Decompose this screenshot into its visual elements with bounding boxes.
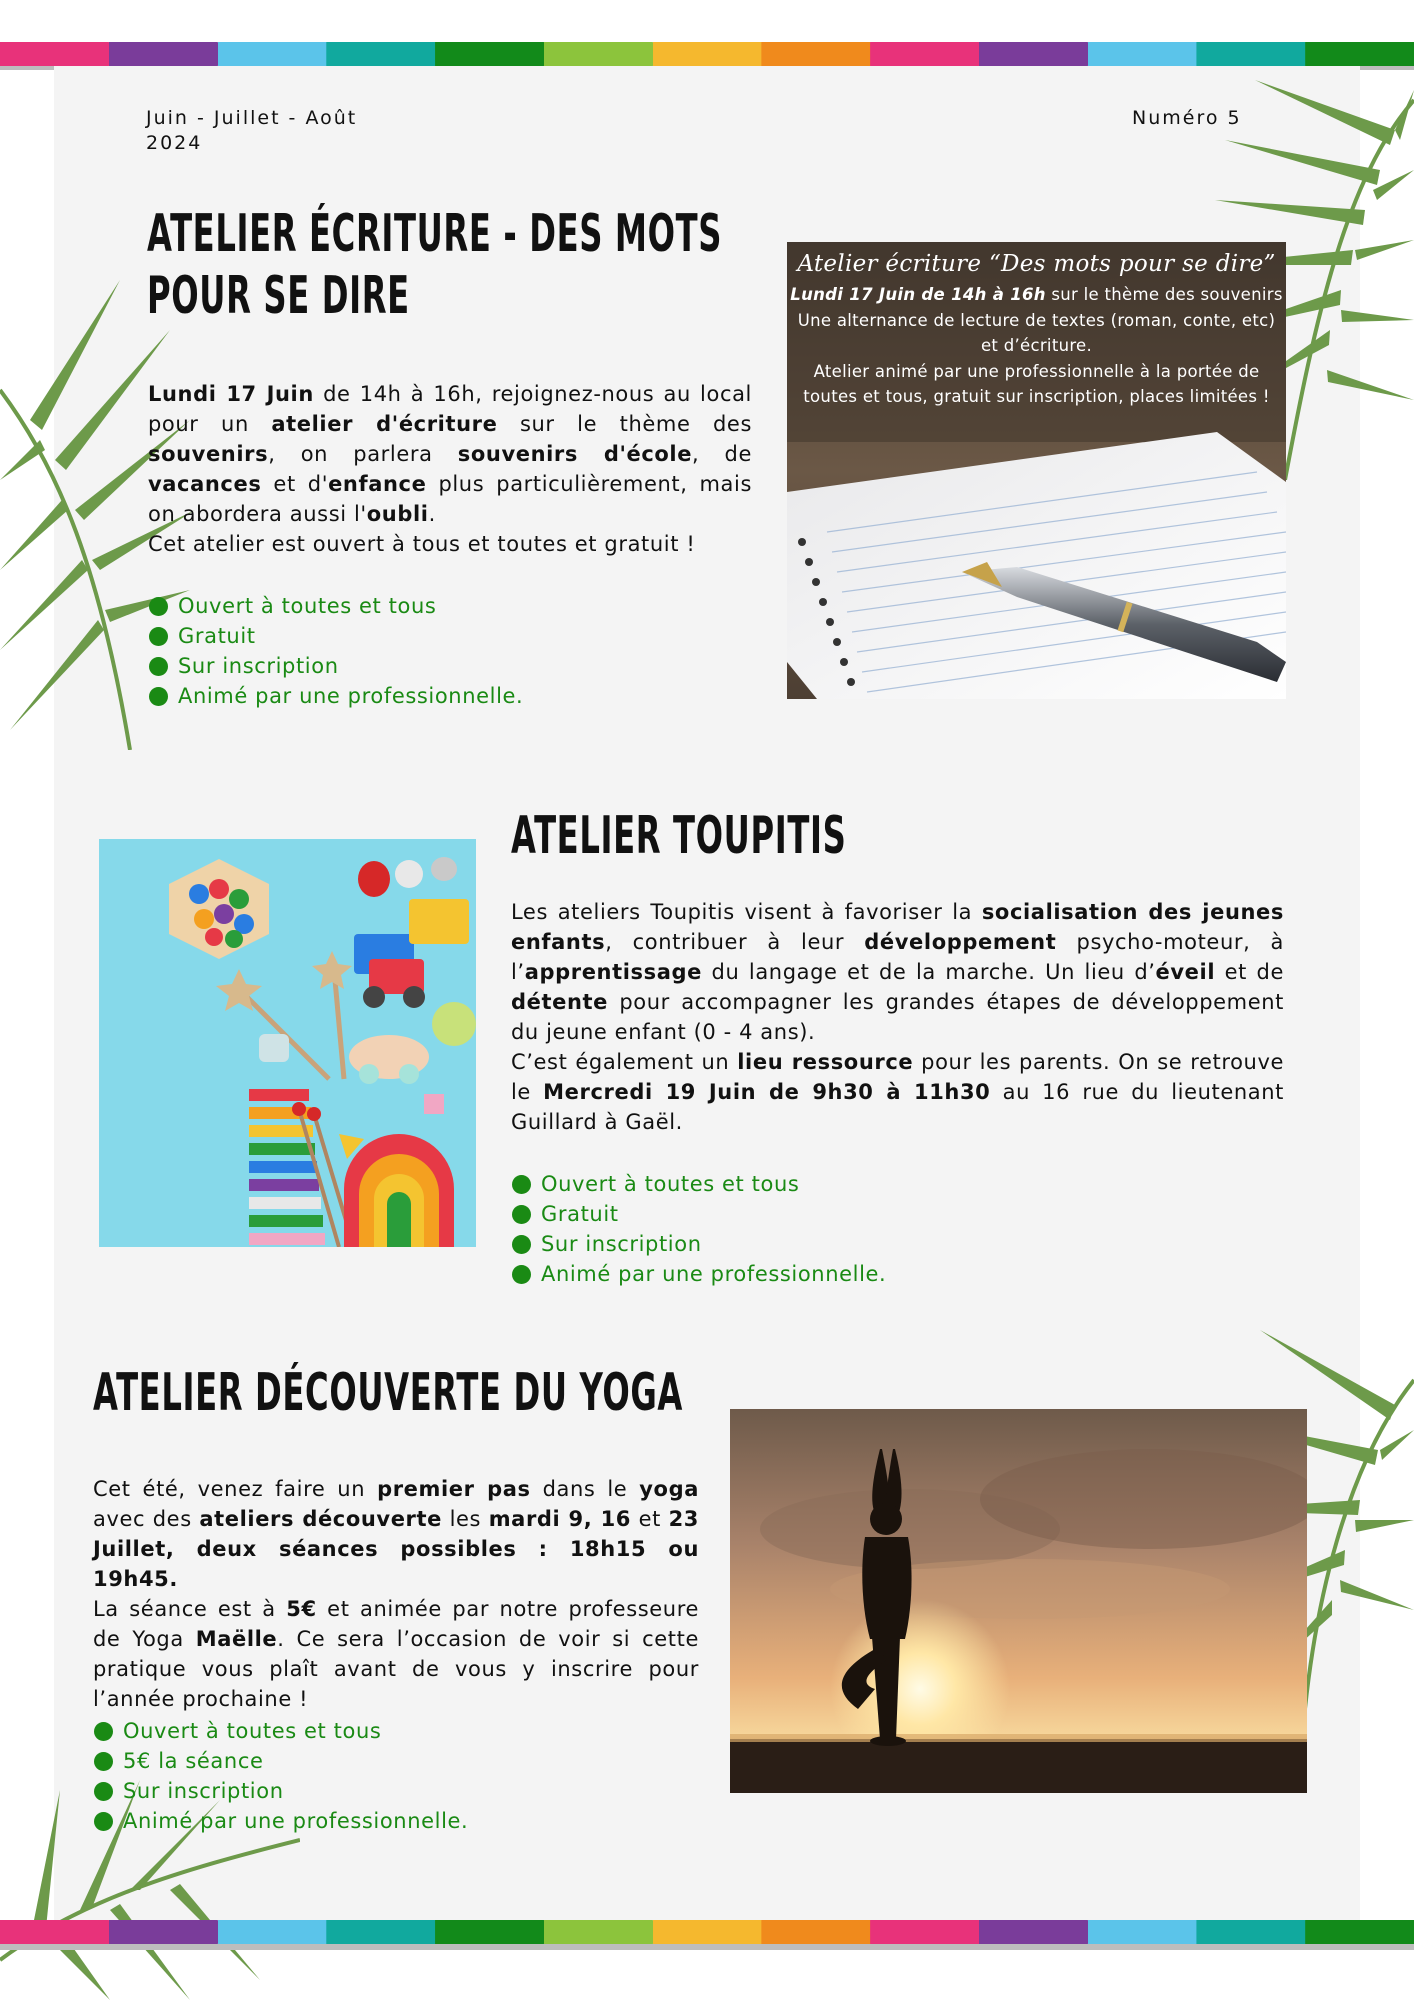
issue-period — [146, 106, 357, 156]
bold-text: vacances — [148, 472, 262, 496]
bold-text: atelier d'écriture — [271, 412, 498, 436]
green-dot-icon — [149, 657, 168, 676]
bottom-color-stripe — [0, 1920, 1414, 1944]
bold-text: socialisation des jeunes enfants — [511, 900, 1284, 954]
stripe-segment — [218, 1920, 339, 1944]
text: . Ce sera l’occasion de voir si cette pratique vous plaît avant de vous y inscrire pour l’année prochaine ! — [93, 1627, 699, 1711]
text: Les ateliers Toupitis visent à favoriser la — [511, 900, 982, 924]
text: plus particulièrement, mais on abordera aussi l' — [148, 472, 752, 526]
stripe-segment — [0, 1920, 121, 1944]
stripe-segment — [653, 42, 774, 66]
section-yoga-features — [94, 1716, 468, 1836]
stripe-segment — [1088, 1920, 1209, 1944]
feature-label: Ouvert à toutes et tous — [178, 594, 437, 618]
bold-date: Mercredi 19 Juin de 9h30 à 11h30 — [543, 1080, 991, 1104]
stripe-segment — [979, 1920, 1100, 1944]
stripe-segment — [326, 42, 447, 66]
feature-item — [149, 591, 523, 621]
feature-label: Ouvert à toutes et tous — [123, 1719, 382, 1743]
stripe-segment — [653, 1920, 774, 1944]
yoga-silhouette-illustration — [730, 1409, 1307, 1793]
stripe-segment — [761, 1920, 882, 1944]
feature-label: 5€ la séance — [123, 1749, 264, 1773]
feature-label: Animé par une professionnelle. — [541, 1262, 887, 1286]
feature-item — [149, 621, 523, 651]
text: au 16 rue du lieutenant Guillard à Gaël. — [511, 1080, 1285, 1134]
green-dot-icon — [512, 1265, 531, 1284]
feature-label: Gratuit — [541, 1202, 619, 1226]
text: les — [442, 1507, 489, 1531]
text: , de — [692, 442, 752, 466]
feature-item — [512, 1229, 886, 1259]
text: C’est également un — [511, 1050, 738, 1074]
caption-line1 — [787, 282, 1286, 308]
stripe-segment — [0, 42, 121, 66]
feature-item — [149, 681, 523, 711]
stripe-segment — [870, 1920, 991, 1944]
green-dot-icon — [94, 1812, 113, 1831]
bold-text: détente — [511, 990, 608, 1014]
section-writing-note: Cet atelier est ouvert à tous et toutes et gratuit ! — [148, 532, 696, 556]
green-dot-icon — [512, 1235, 531, 1254]
period-months: Juin - Juillet - Août — [146, 107, 358, 129]
stripe-segment — [1305, 1920, 1414, 1944]
writing-image-caption — [787, 242, 1286, 410]
stripe-segment — [1088, 42, 1209, 66]
stripe-segment — [870, 42, 991, 66]
text: sur le thème des — [497, 412, 752, 436]
bold-text: éveil — [1155, 960, 1216, 984]
green-dot-icon — [149, 687, 168, 706]
toys-image — [99, 839, 476, 1247]
feature-label: Sur inscription — [541, 1232, 702, 1256]
issue-number: Numéro 5 — [1132, 107, 1242, 129]
stripe-segment — [1196, 1920, 1317, 1944]
green-dot-icon — [149, 597, 168, 616]
text: , contribuer à leur — [605, 930, 865, 954]
text: , on parlera — [268, 442, 458, 466]
text: et animée par notre professeure de Yoga — [93, 1597, 699, 1651]
stripe-segment — [435, 42, 556, 66]
text: psycho-moteur, à l’ — [511, 930, 1284, 984]
bold-text: ateliers découverte — [199, 1507, 442, 1531]
bold-text: développement — [864, 930, 1057, 954]
section-toupitis-title: ATELIER TOUPITIS — [511, 806, 847, 866]
section-writing-title-line2: POUR SE DIRE — [147, 266, 410, 326]
caption-line1-rest: sur le thème des souvenirs — [1045, 285, 1283, 304]
caption-line3: Atelier animé par une professionnelle à la portée de toutes et tous, gratuit sur inscription, places limitées ! — [803, 361, 1270, 406]
stripe-segment — [761, 42, 882, 66]
stripe-segment — [326, 1920, 447, 1944]
text: et — [631, 1507, 669, 1531]
section-writing-title — [147, 203, 767, 327]
stripe-segment — [435, 1920, 556, 1944]
bold-price: 5€ — [286, 1597, 317, 1621]
bold-date: Lundi 17 Juin — [148, 382, 314, 406]
section-yoga-title: ATELIER DÉCOUVERTE DU YOGA — [93, 1363, 684, 1423]
section-writing-title-line1: ATELIER ÉCRITURE - DES MOTS — [147, 204, 723, 264]
feature-item — [512, 1169, 886, 1199]
green-dot-icon — [94, 1752, 113, 1771]
text: Cet été, venez faire un — [93, 1477, 378, 1501]
section-toupitis-paragraph2 — [511, 1047, 1284, 1137]
text: pour accompagner les grandes étapes de développement du jeune enfant (0 - 4 ans). — [511, 990, 1284, 1044]
bold-text: premier pas — [377, 1477, 531, 1501]
feature-item — [512, 1259, 886, 1289]
text: et d' — [261, 472, 329, 496]
text: de 14h à 16h, rejoignez-nous au local pour un — [148, 382, 752, 436]
wooden-toys-illustration — [99, 839, 476, 1247]
text: La séance est à — [93, 1597, 287, 1621]
green-dot-icon — [512, 1175, 531, 1194]
text: du langage et de la marche. Un lieu d’ — [702, 960, 1156, 984]
text: dans le — [530, 1477, 640, 1501]
feature-item — [94, 1806, 468, 1836]
feature-label: Animé par une professionnelle. — [178, 684, 524, 708]
bold-name: Maëlle — [195, 1627, 278, 1651]
section-writing-features — [149, 591, 523, 711]
bold-date: mardi 9, 16 — [488, 1507, 632, 1531]
feature-label: Sur inscription — [123, 1779, 284, 1803]
text: pour les parents. On se retrouve le — [511, 1050, 1284, 1104]
bold-text: apprentissage — [524, 960, 702, 984]
caption-title: Atelier écriture “Des mots pour se dire” — [797, 251, 1276, 277]
caption-date: Lundi 17 Juin de 14h à 16h — [790, 285, 1046, 304]
yoga-sunset-image — [730, 1409, 1307, 1793]
feature-item — [94, 1746, 468, 1776]
section-yoga-description — [93, 1474, 699, 1714]
feature-label: Sur inscription — [178, 654, 339, 678]
feature-label: Ouvert à toutes et tous — [541, 1172, 800, 1196]
bold-text: yoga — [639, 1477, 699, 1501]
green-dot-icon — [149, 627, 168, 646]
feature-item — [94, 1776, 468, 1806]
text: et de — [1215, 960, 1284, 984]
bold-text: oubli — [366, 502, 429, 526]
feature-label: Animé par une professionnelle. — [123, 1809, 469, 1833]
stripe-segment — [218, 42, 339, 66]
stripe-segment — [544, 1920, 665, 1944]
text: avec des — [93, 1507, 200, 1531]
section-toupitis-description — [511, 897, 1284, 1137]
stripe-segment — [544, 42, 665, 66]
period-year: 2024 — [146, 132, 203, 154]
green-dot-icon — [94, 1782, 113, 1801]
bold-text: souvenirs d'école — [457, 442, 693, 466]
section-writing-description — [148, 379, 752, 559]
caption-line2: Une alternance de lecture de textes (roman, conte, etc) et d’écriture. — [797, 310, 1276, 355]
feature-item — [149, 651, 523, 681]
green-dot-icon — [512, 1205, 531, 1224]
bold-text: enfance — [328, 472, 427, 496]
feature-item — [512, 1199, 886, 1229]
bold-text: souvenirs — [148, 442, 269, 466]
stripe-segment — [109, 1920, 230, 1944]
bold-date: 23 Juillet, deux séances possibles : 18h15 ou 19h45. — [93, 1507, 699, 1591]
stripe-segment — [979, 42, 1100, 66]
bold-text: lieu ressource — [737, 1050, 914, 1074]
section-toupitis-features — [512, 1169, 886, 1289]
green-dot-icon — [94, 1722, 113, 1741]
stripe-segment — [109, 42, 230, 66]
feature-item — [94, 1716, 468, 1746]
text: . — [428, 502, 436, 526]
section-yoga-paragraph2 — [93, 1594, 699, 1714]
feature-label: Gratuit — [178, 624, 256, 648]
writing-notebook-image — [787, 242, 1286, 699]
